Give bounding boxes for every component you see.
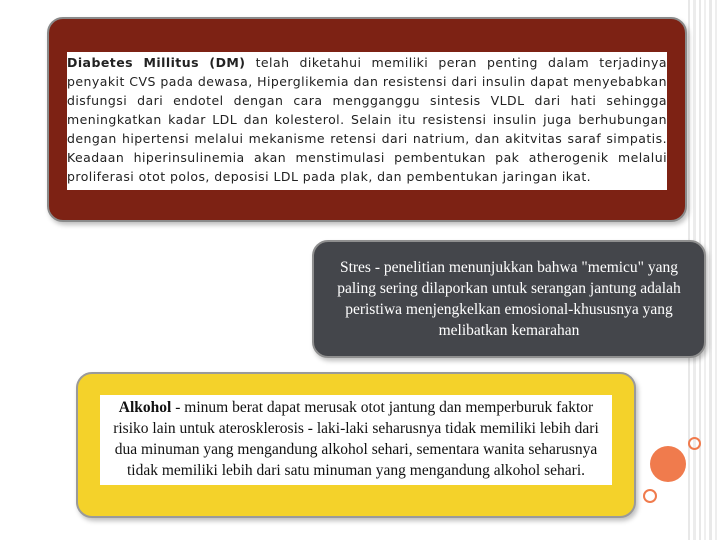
decorative-ring-icon [643,489,657,503]
diabetes-text-box [47,17,687,222]
stres-paragraph: Stres - penelitian menunjukkan bahwa "memicu" yang paling sering dilaporkan untuk serangan jantung adalah peristiwa menjengkelkan emosional-khususnya yang melibatkan kemarahan [337,259,681,339]
diabetes-body: telah diketahui memiliki peran penting dalam terjadinya penyakit CVS pada dewasa, Hiperglikemia dan resistensi dari insulin dapat menyebabkan disfungsi dari endotel dengan cara mengganggu sintesis VLDL dari hati sehingga meningkatkan kadar LDL dan kolesterol. Selain itu resistensi insulin juga berhubungan dengan hipertensi melalui mekanisme retensi dari natrium, dan akitvitas saraf simpatis. Keadaan hiperinsulinemia akan menstimulasi pembentukan pak atherogenik melalui proliferasi otot polos, deposisi LDL pada plak, dan pembentukan jaringan ikat. [67,55,667,184]
diabetes-paragraph [67,52,667,190]
decorative-circle-icon [650,446,686,482]
decorative-ring-icon [688,437,701,450]
diabetes-term: Diabetes Millitus (DM) [67,55,246,70]
alkohol-body: - minum berat dapat merusak otot jantung dan memperburuk faktor risiko lain untuk aterosklerosis - laki-laki seharusnya tidak memiliki lebih dari dua minuman yang mengandung alkohol sehari, sementara wanita seharusnya tidak memiliki lebih dari satu minuman yang mengandung alkohol sehari. [113,399,599,479]
alkohol-text-box [76,372,636,518]
alkohol-paragraph [100,395,612,485]
stres-text-box [312,240,706,358]
decorative-stripe [715,0,717,540]
decorative-stripe [709,0,712,540]
alkohol-term: Alkohol [118,399,172,416]
